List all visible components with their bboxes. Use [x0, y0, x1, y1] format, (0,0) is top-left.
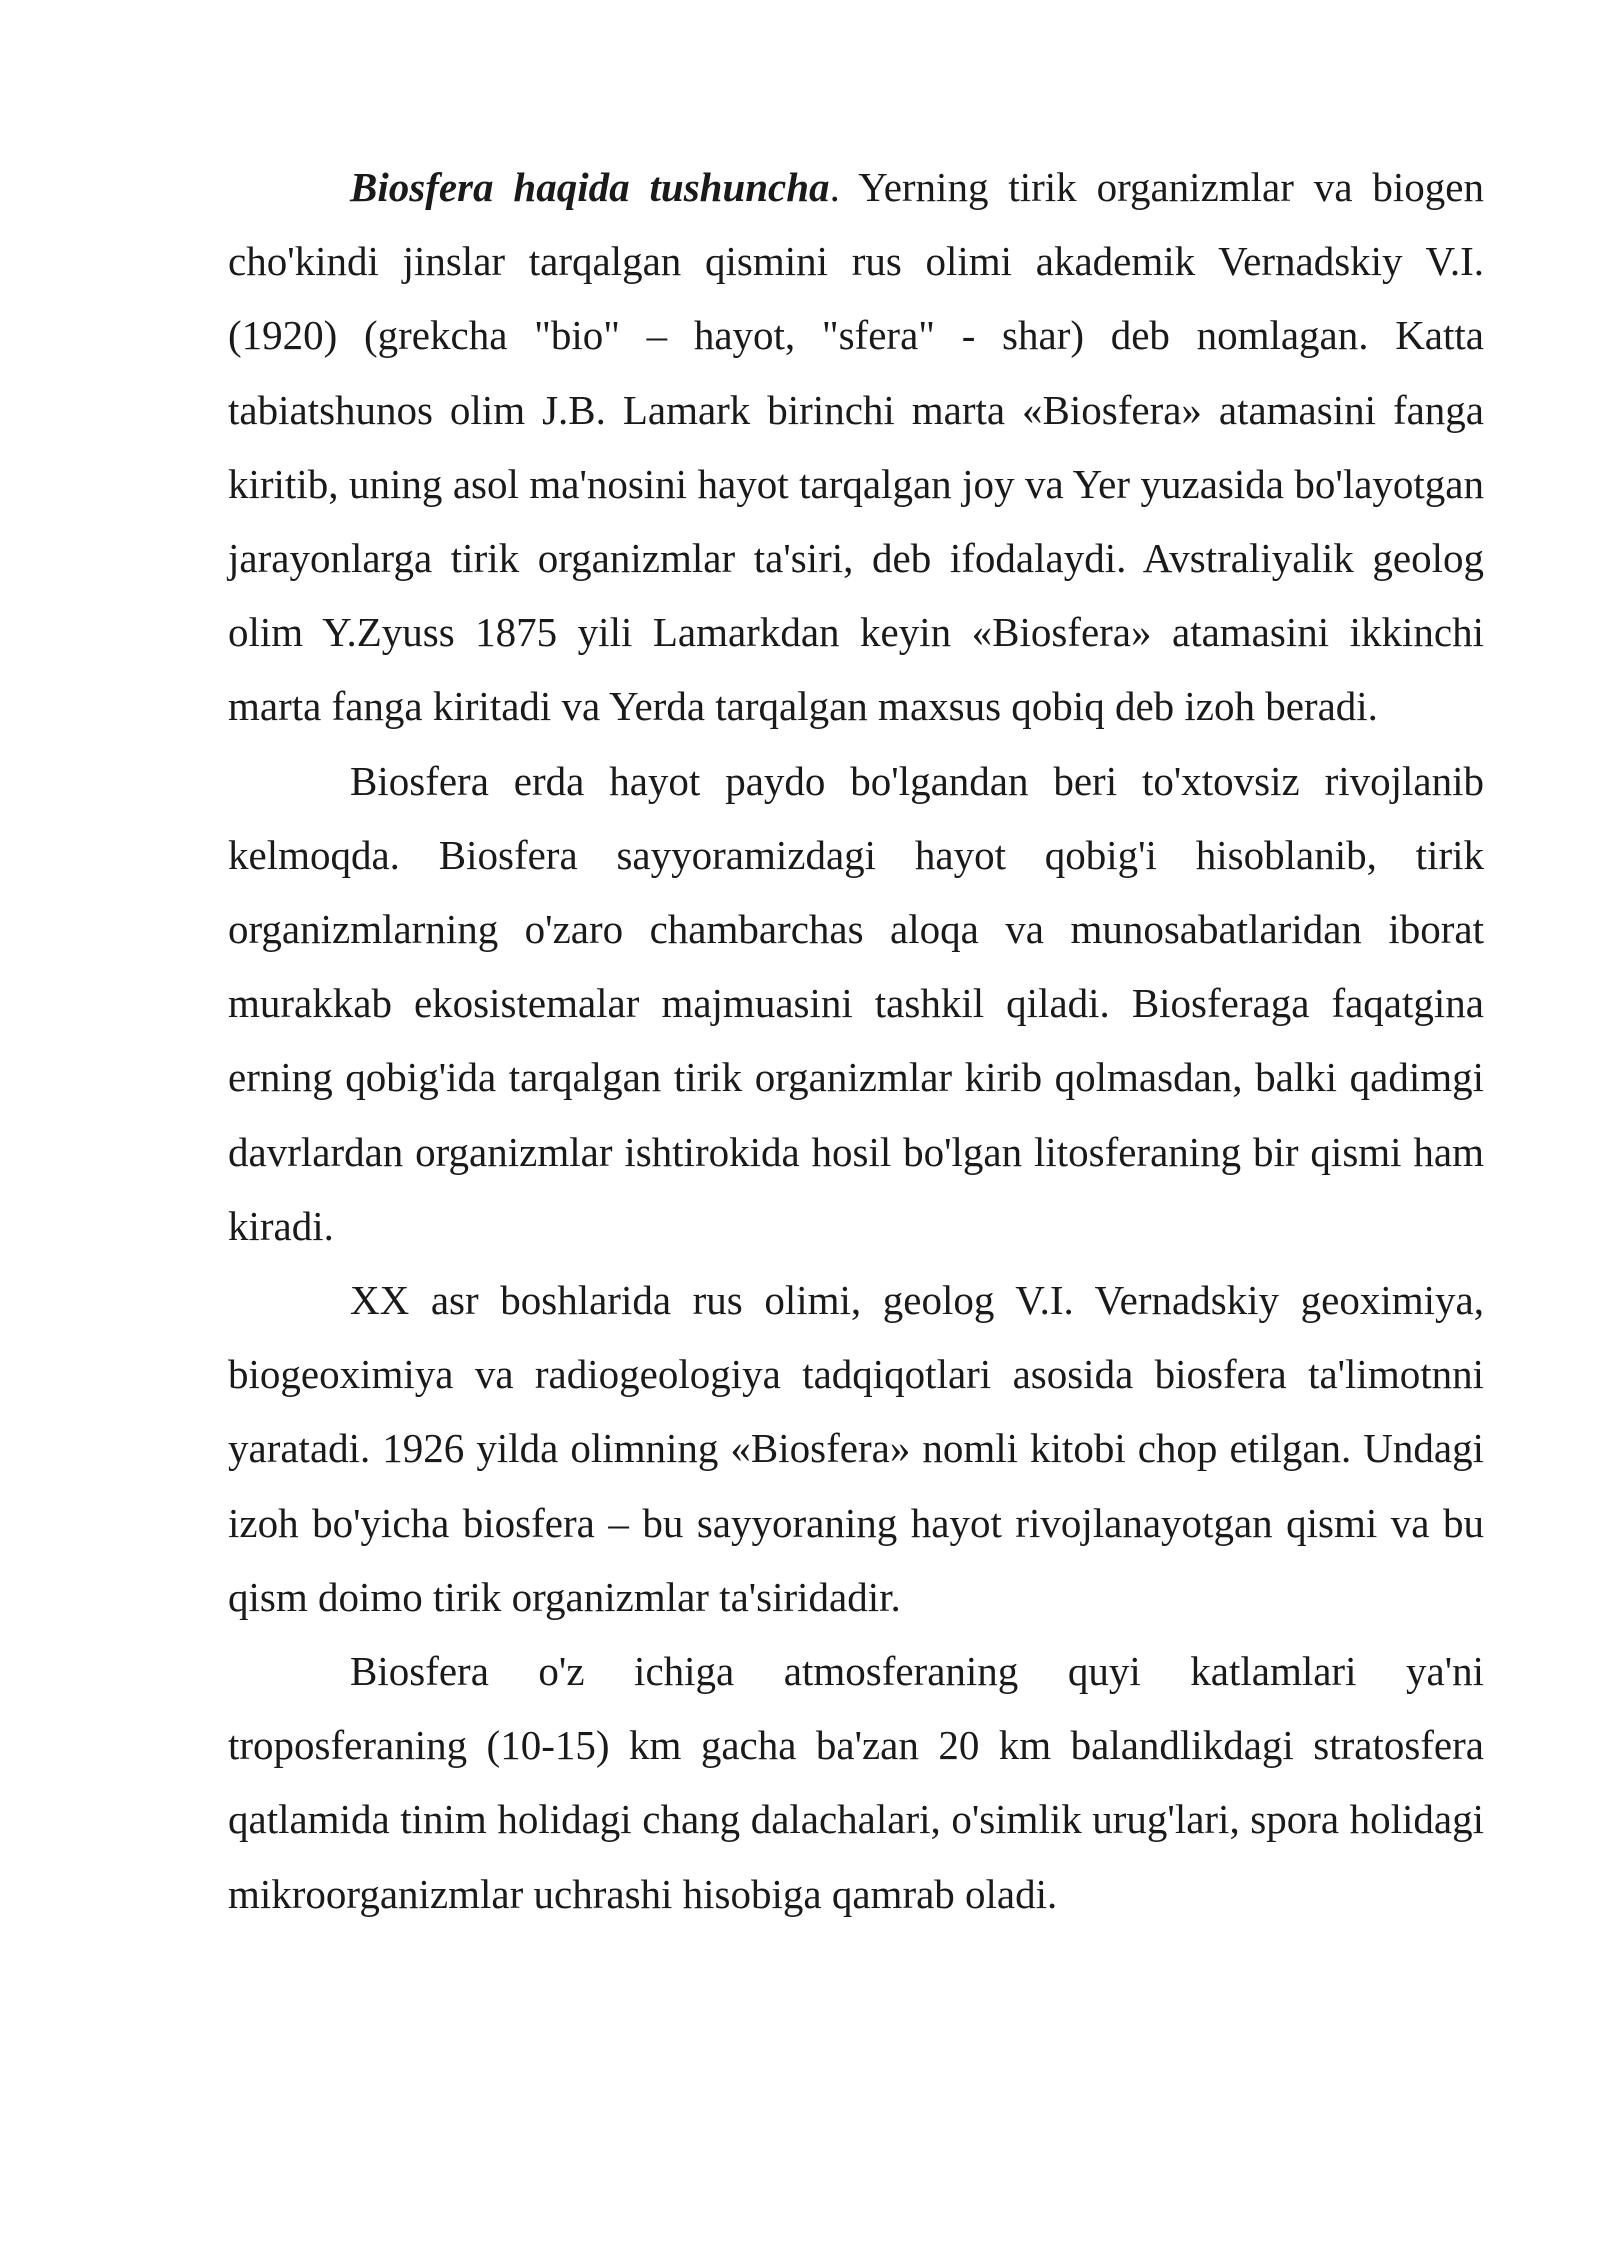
paragraph-1-text: . Yerning tirik organizmlar va biogen cho'kindi jinslar tarqalgan qismini rus olimi akademik Vernadskiy V.I. (1920) (grekcha "bio" – hayot, "sfera" - shar) deb nomlagan. Katta tabiatshunos olim J.B. Lamark birinchi marta «Biosfera» atamasini fanga kiritib, uning asol ma'nosini hayot tarqalgan joy va Yer yuzasida bo'layotgan jarayonlarga tirik organizmlar ta'siri, deb ifodalaydi. Avstraliyalik geolog olim Y.Zyuss 1875 yili Lamarkdan keyin «Biosfera» atamasini ikkinchi marta fanga kiritadi va Yerda tarqalgan maxsus qobiq deb izoh beradi. — [228, 164, 1485, 730]
paragraph-3: XX asr boshlarida rus olimi, geolog V.I. Vernadskiy geoximiya, biogeoximiya va radiogeologiya tadqiqotlari asosida biosfera ta'limotnni yaratadi. 1926 yilda olimning «Biosfera» nomli kitobi chop etilgan. Undagi izoh bo'yicha biosfera – bu sayyoraning hayot rivojlanayotgan qismi va bu qism doimo tirik organizmlar ta'siridadir. — [228, 1277, 1484, 1620]
section-title: Biosfera haqida tushuncha — [350, 164, 830, 210]
paragraph-1 — [228, 150, 1484, 744]
document-body — [228, 150, 1484, 1931]
paragraph-2: Biosfera erda hayot paydo bo'lgandan beri to'xtovsiz rivojlanib kelmoqda. Biosfera sayyoramizdagi hayot qobig'i hisoblanib, tirik organizmlarning o'zaro chambarchas aloqa va munosabatlaridan iborat murakkab ekosistemalar majmuasini tashkil qiladi. Biosferaga faqatgina erning qobig'ida tarqalgan tirik organizmlar kirib qolmasdan, balki qadimgi davrlardan organizmlar ishtirokida hosil bo'lgan litosferaning bir qismi ham kiradi. — [228, 757, 1484, 1249]
paragraph-4: Biosfera o'z ichiga atmosferaning quyi katlamlari ya'ni troposferaning (10-15) km gacha ba'zan 20 km balandlikdagi stratosfera qatlamida tinim holidagi chang dalachalari, o'simlik urug'lari, spora holidagi mikroorganizmlar uchrashi hisobiga qamrab oladi. — [228, 1648, 1484, 1917]
